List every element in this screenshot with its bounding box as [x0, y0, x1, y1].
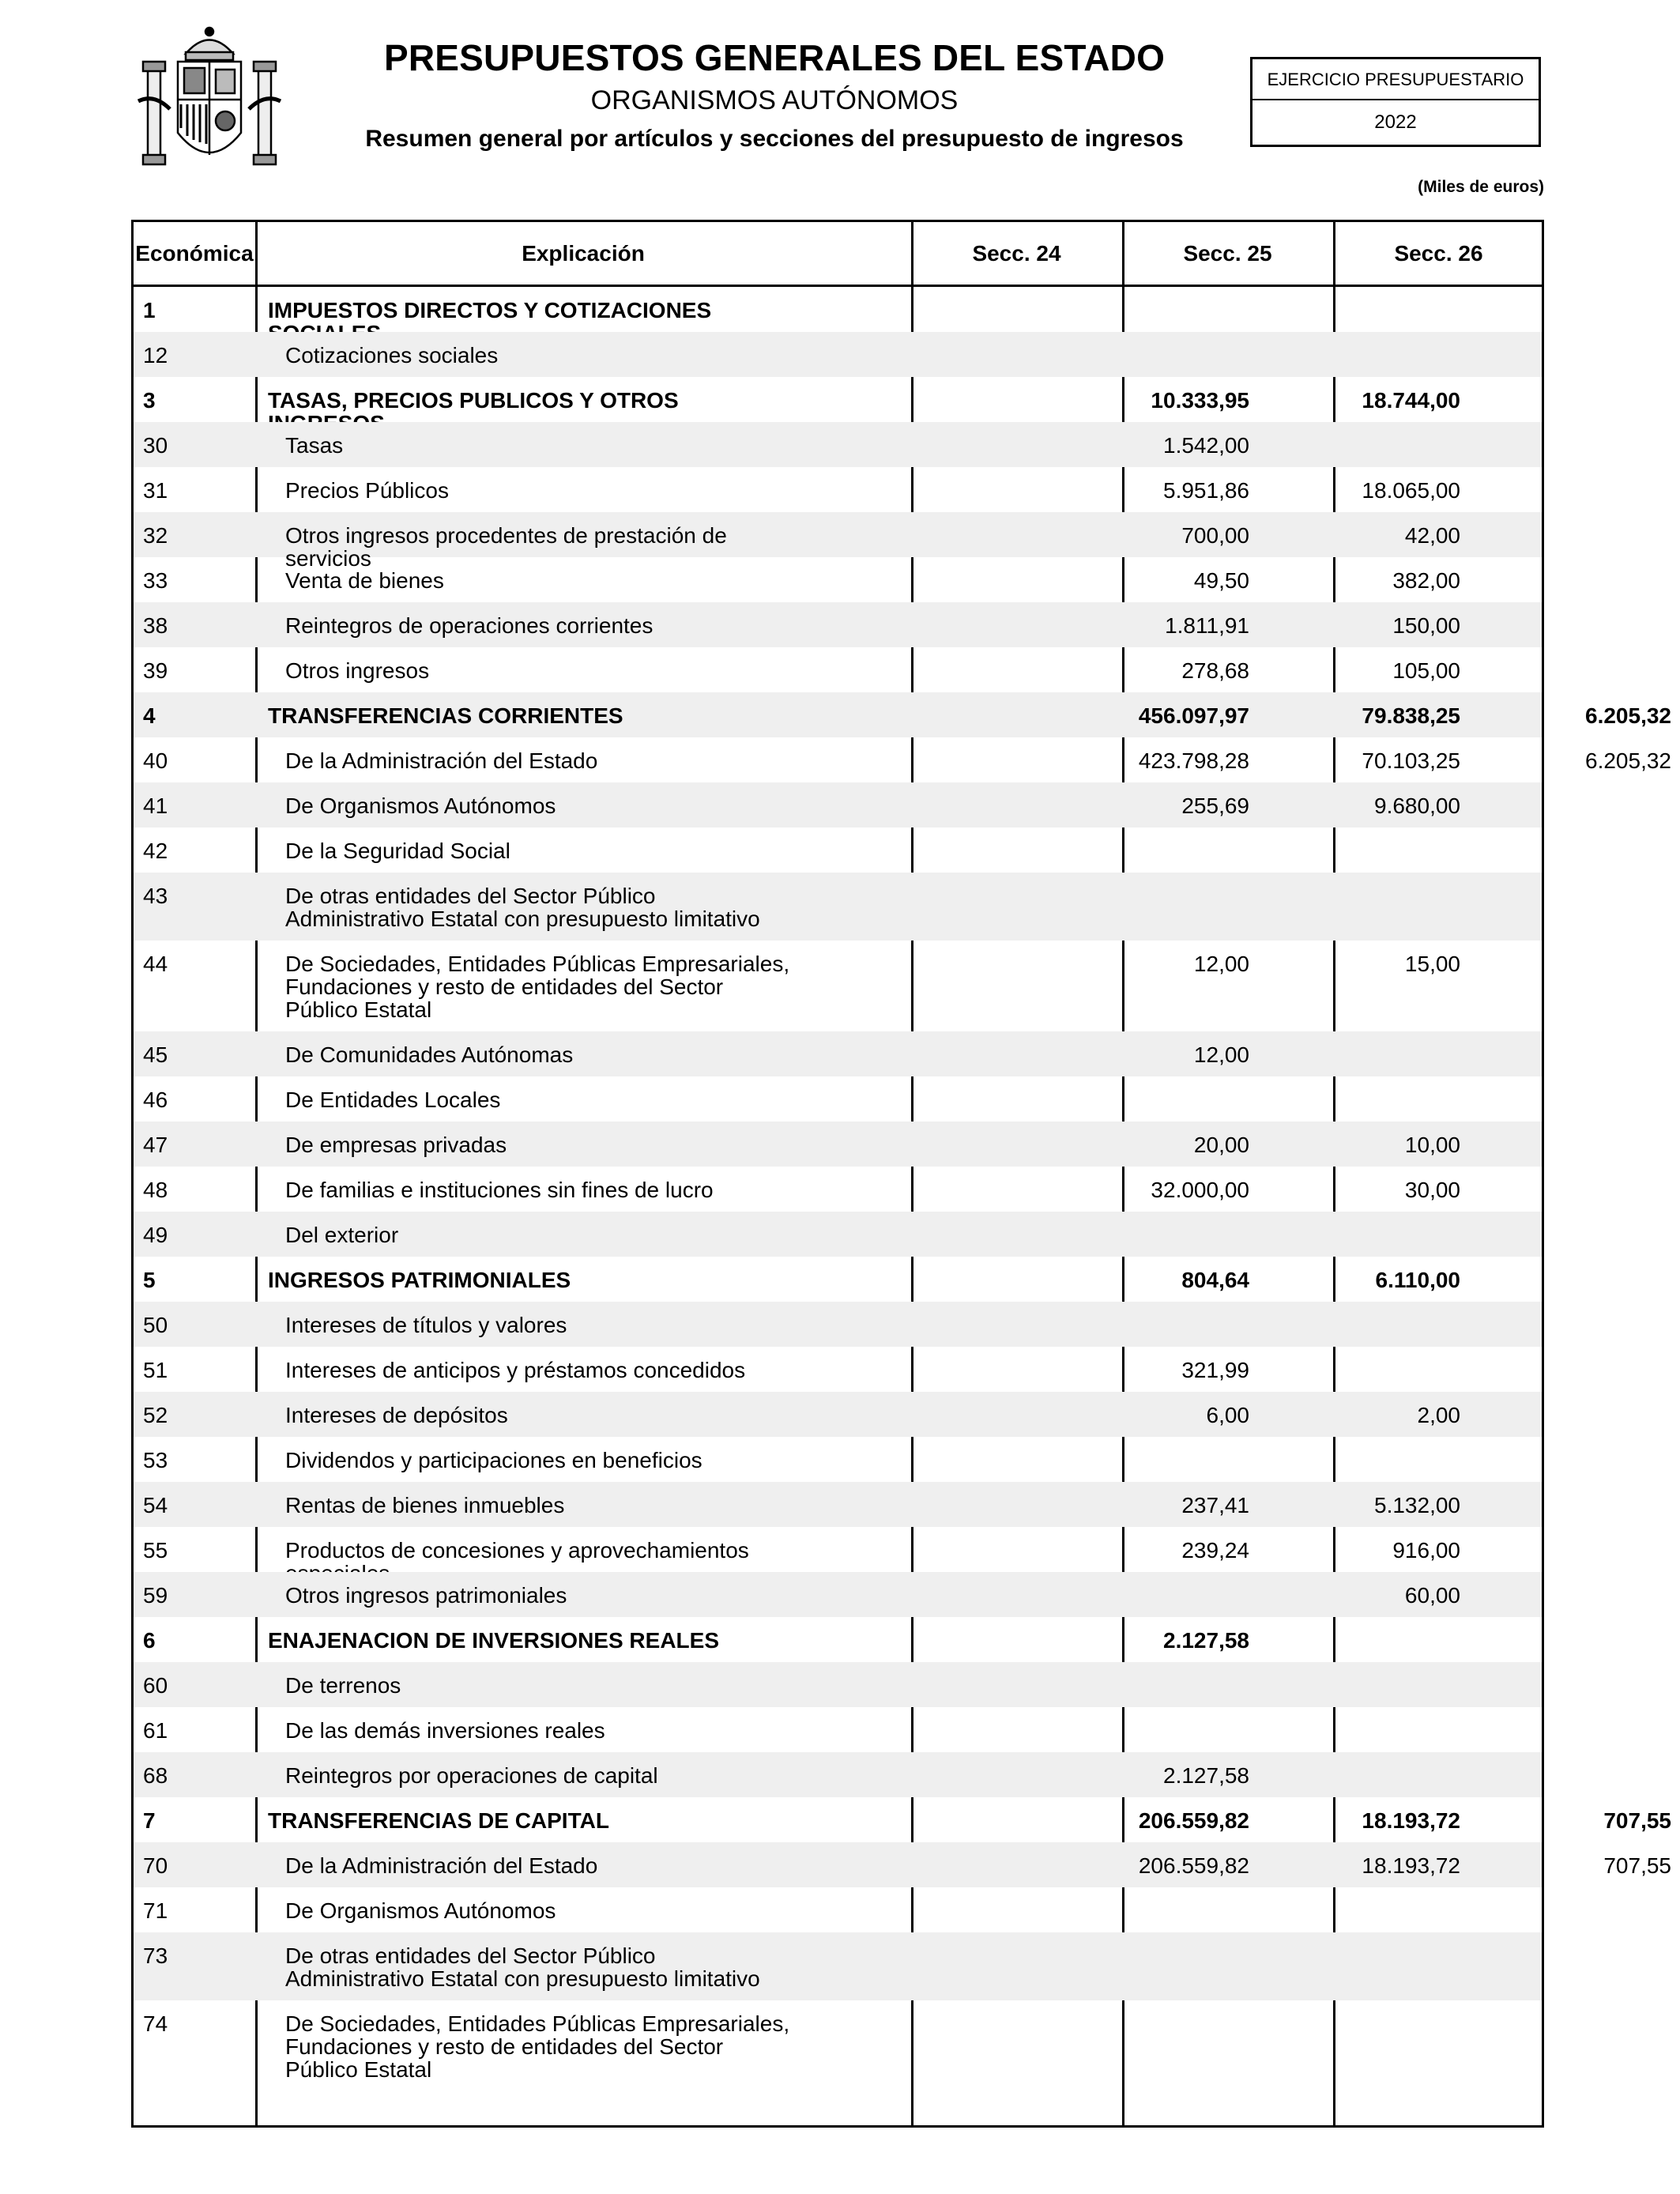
row-value-secc-26	[1474, 1212, 1671, 1223]
row-value-secc-26	[1474, 1122, 1671, 1133]
row-value-secc-26	[1474, 827, 1671, 839]
table-row	[134, 602, 1542, 647]
row-code: 45	[143, 1042, 168, 1067]
row-value-secc-25	[1263, 2000, 1460, 2012]
row-code: 3	[143, 388, 156, 413]
row-value-secc-24: 321,99	[1181, 1358, 1249, 1382]
row-code: 1	[143, 298, 156, 322]
row-value-secc-26	[1474, 377, 1671, 389]
row-description: Intereses de depósitos	[285, 1403, 508, 1427]
row-description: Reintegros por operaciones de capital	[285, 1763, 658, 1788]
row-description: Otros ingresos patrimoniales	[285, 1583, 567, 1608]
table-row	[134, 1167, 1542, 1212]
table-row	[134, 737, 1671, 782]
row-description: De otras entidades del Sector Público Administrativo Estatal con presupuesto limitativo	[285, 884, 760, 931]
row-description: Venta de bienes	[285, 568, 444, 593]
title-block	[332, 35, 1217, 158]
row-description: Precios Públicos	[285, 478, 449, 503]
row-description: De la Administración del Estado	[285, 1853, 598, 1878]
row-value-secc-26	[1474, 782, 1671, 794]
row-value-secc-24	[1052, 332, 1249, 344]
table-row	[134, 1257, 1542, 1302]
row-description: De la Seguridad Social	[285, 839, 510, 863]
row-value-secc-25	[1263, 1887, 1460, 1899]
row-value-secc-25: 18.193,72	[1362, 1808, 1460, 1833]
column-header-secc-26: Secc. 26	[1394, 241, 1483, 266]
table-row	[134, 1527, 1542, 1572]
table-row	[134, 782, 1542, 827]
column-header-explicacion: Explicación	[522, 241, 645, 266]
row-value-secc-26	[1474, 1617, 1671, 1629]
units-label: (Miles de euros)	[1418, 178, 1544, 196]
table-row	[134, 1797, 1671, 1842]
row-value-secc-25: 5.132,00	[1374, 1493, 1460, 1517]
row-value-secc-26	[1474, 557, 1671, 569]
table-row	[134, 1707, 1542, 1752]
row-value-secc-24: 206.559,82	[1138, 1808, 1249, 1833]
table-row	[134, 512, 1542, 571]
row-value-secc-26	[1474, 1662, 1671, 1674]
row-value-secc-25	[1263, 873, 1460, 884]
row-description: De Comunidades Autónomas	[285, 1042, 574, 1067]
row-code: 52	[143, 1403, 168, 1427]
row-code: 41	[143, 794, 168, 818]
row-value-secc-26	[1474, 602, 1671, 614]
row-code: 44	[143, 952, 168, 976]
row-description: De terrenos	[285, 1673, 401, 1698]
row-code: 51	[143, 1358, 168, 1382]
page-subtitle: ORGANISMOS AUTÓNOMOS	[590, 85, 959, 115]
row-description: Dividendos y participaciones en beneficios	[285, 1448, 703, 1472]
row-value-secc-25: 18.193,72	[1362, 1853, 1460, 1878]
row-value-secc-26	[1474, 1482, 1671, 1494]
row-description: TRANSFERENCIAS DE CAPITAL	[268, 1808, 609, 1833]
row-value-secc-25	[1263, 287, 1460, 299]
row-code: 30	[143, 433, 168, 458]
row-code: 48	[143, 1178, 168, 1202]
row-code: 59	[143, 1583, 168, 1608]
table-row	[134, 287, 1542, 332]
row-value-secc-26	[1474, 647, 1671, 659]
row-value-secc-26	[1474, 2000, 1671, 2012]
table-row	[134, 1122, 1542, 1167]
row-code: 32	[143, 523, 168, 548]
table-row	[134, 1887, 1542, 1932]
table-row	[134, 467, 1542, 512]
row-value-secc-24	[1052, 1707, 1249, 1719]
row-value-secc-26	[1474, 1437, 1671, 1449]
row-code: 54	[143, 1493, 168, 1517]
row-value-secc-25	[1263, 1302, 1460, 1314]
table-row	[134, 1076, 1542, 1122]
row-code: 42	[143, 839, 168, 863]
row-description: De Organismos Autónomos	[285, 794, 556, 818]
fiscal-year-value: 2022	[1374, 111, 1417, 133]
row-value-secc-26	[1474, 1527, 1671, 1539]
row-value-secc-24: 206.559,82	[1138, 1853, 1249, 1878]
table-row	[134, 1842, 1671, 1887]
table-row	[134, 2000, 1542, 2132]
page-subtitle-secondary: Resumen general por artículos y secciones del presupuesto de ingresos	[365, 126, 1184, 152]
table-row	[134, 1437, 1542, 1482]
row-description: Productos de concesiones y aprovechamientos	[285, 1538, 749, 1563]
table-row	[134, 941, 1542, 1031]
row-code: 74	[143, 2011, 168, 2036]
row-value-secc-26	[1474, 1076, 1671, 1088]
row-value-secc-25: 15,00	[1404, 952, 1460, 976]
row-code: 33	[143, 568, 168, 593]
row-description: De Entidades Locales	[285, 1088, 501, 1112]
row-value-secc-25: 42,00	[1404, 523, 1460, 548]
row-value-secc-26	[1474, 1752, 1671, 1764]
row-value-secc-25	[1263, 1031, 1460, 1043]
row-description: TRANSFERENCIAS CORRIENTES	[268, 703, 623, 728]
table-row	[134, 1302, 1542, 1347]
row-value-secc-24	[1052, 2000, 1249, 2012]
row-value-secc-25	[1263, 332, 1460, 344]
row-value-secc-25: 105,00	[1392, 658, 1460, 683]
table-row	[134, 1031, 1542, 1076]
row-value-secc-25	[1263, 1347, 1460, 1359]
row-value-secc-25: 70.103,25	[1362, 748, 1460, 773]
row-description: De Sociedades, Entidades Públicas Empresariales, Fundaciones y resto de entidades del Sector Público Estatal	[285, 952, 790, 1022]
row-description: ENAJENACION DE INVERSIONES REALES	[268, 1628, 719, 1653]
row-value-secc-26: 707,55	[1603, 1853, 1671, 1878]
row-code: 70	[143, 1853, 168, 1878]
table-row	[134, 692, 1671, 737]
row-value-secc-25: 6.110,00	[1375, 1268, 1460, 1292]
row-value-secc-25: 79.838,25	[1362, 703, 1460, 728]
row-code: 49	[143, 1223, 168, 1247]
row-value-secc-26	[1474, 512, 1671, 524]
row-description: De Organismos Autónomos	[285, 1898, 556, 1923]
row-description: Intereses de títulos y valores	[285, 1313, 567, 1337]
page-title: PRESUPUESTOS GENERALES DEL ESTADO	[383, 37, 1166, 78]
row-value-secc-25: 382,00	[1392, 568, 1460, 593]
row-description: De la Administración del Estado	[285, 748, 598, 773]
row-value-secc-26	[1474, 1932, 1671, 1944]
table-row	[134, 1212, 1542, 1257]
table-row	[134, 1392, 1542, 1437]
row-value-secc-24	[1052, 1076, 1249, 1088]
row-value-secc-24: 5.951,86	[1163, 478, 1249, 503]
row-value-secc-26	[1474, 287, 1671, 299]
row-value-secc-25	[1263, 1752, 1460, 1764]
row-value-secc-26	[1474, 1347, 1671, 1359]
coat-of-arms-icon	[130, 22, 288, 180]
row-code: 39	[143, 658, 168, 683]
row-code: 68	[143, 1763, 168, 1788]
row-value-secc-24: 6,00	[1206, 1403, 1249, 1427]
row-value-secc-24	[1052, 1302, 1249, 1314]
row-value-secc-25: 18.065,00	[1362, 478, 1460, 503]
table-body	[134, 287, 1671, 2132]
row-value-secc-26	[1474, 941, 1671, 952]
row-value-secc-24	[1052, 1437, 1249, 1449]
table-row	[134, 422, 1542, 467]
row-description: Cotizaciones sociales	[285, 343, 499, 368]
column-header-economica: Económica	[135, 241, 254, 266]
table-row	[134, 1482, 1542, 1527]
table-header	[134, 222, 1542, 287]
row-value-secc-24: 237,41	[1181, 1493, 1249, 1517]
row-value-secc-25	[1263, 1662, 1460, 1674]
row-value-secc-26	[1474, 1167, 1671, 1178]
row-value-secc-24	[1052, 1572, 1249, 1584]
row-description: De familias e instituciones sin fines de lucro	[285, 1178, 714, 1202]
row-code: 12	[143, 343, 168, 368]
table-row	[134, 1617, 1542, 1662]
row-value-secc-25: 18.744,00	[1362, 388, 1460, 413]
table-row	[134, 1932, 1542, 2000]
row-value-secc-25: 60,00	[1404, 1583, 1460, 1608]
row-description: Reintegros de operaciones corrientes	[285, 613, 654, 638]
row-description: INGRESOS PATRIMONIALES	[268, 1268, 571, 1292]
row-value-secc-24: 32.000,00	[1151, 1178, 1249, 1202]
row-value-secc-24	[1052, 1887, 1249, 1899]
table-row	[134, 557, 1542, 602]
table-row	[134, 873, 1542, 941]
row-value-secc-26	[1474, 1887, 1671, 1899]
table-row	[134, 1572, 1542, 1617]
row-value-secc-24: 2.127,58	[1163, 1763, 1249, 1788]
row-code: 60	[143, 1673, 168, 1698]
table-row	[134, 377, 1542, 422]
row-value-secc-25	[1263, 1437, 1460, 1449]
row-description: De las demás inversiones reales	[285, 1718, 605, 1743]
table-row	[134, 1662, 1542, 1707]
row-code: 55	[143, 1538, 168, 1563]
row-value-secc-26	[1474, 1392, 1671, 1404]
row-value-secc-25: 9.680,00	[1374, 794, 1460, 818]
row-code: 61	[143, 1718, 168, 1743]
row-value-secc-24: 239,24	[1181, 1538, 1249, 1563]
row-value-secc-25	[1263, 1707, 1460, 1719]
row-value-secc-24: 10.333,95	[1151, 388, 1249, 413]
row-code: 4	[143, 703, 156, 728]
row-value-secc-24: 255,69	[1181, 794, 1249, 818]
row-value-secc-25	[1263, 1076, 1460, 1088]
row-description: TASAS, PRECIOS PUBLICOS Y OTROS	[268, 388, 679, 413]
row-value-secc-24: 12,00	[1193, 952, 1249, 976]
column-header-secc-25: Secc. 25	[1183, 241, 1272, 266]
row-code: 71	[143, 1898, 168, 1923]
row-description: Otros ingresos	[285, 658, 430, 683]
row-description: De otras entidades del Sector Público Administrativo Estatal con presupuesto limitativo	[285, 1943, 760, 1991]
row-description: Otros ingresos procedentes de prestación de servicios	[285, 523, 727, 571]
row-value-secc-24: 2.127,58	[1163, 1628, 1249, 1653]
row-code: 50	[143, 1313, 168, 1337]
row-value-secc-26	[1474, 1031, 1671, 1043]
row-value-secc-25: 916,00	[1392, 1538, 1460, 1563]
fiscal-year-label: EJERCICIO PRESUPUESTARIO	[1252, 59, 1539, 100]
row-value-secc-26	[1474, 1707, 1671, 1719]
column-header-secc-24: Secc. 24	[972, 241, 1061, 266]
row-value-secc-25	[1263, 1617, 1460, 1629]
row-value-secc-25: 2,00	[1417, 1403, 1460, 1427]
row-value-secc-25	[1263, 827, 1460, 839]
row-value-secc-24: 804,64	[1181, 1268, 1249, 1292]
row-code: 7	[143, 1808, 156, 1833]
row-value-secc-24: 278,68	[1181, 658, 1249, 683]
row-value-secc-26	[1474, 873, 1671, 884]
row-value-secc-24: 20,00	[1193, 1133, 1249, 1157]
row-code: 6	[143, 1628, 156, 1653]
row-value-secc-24	[1052, 827, 1249, 839]
row-value-secc-26	[1474, 332, 1671, 344]
row-description: De Sociedades, Entidades Públicas Empresariales, Fundaciones y resto de entidades del Sector Público Estatal	[285, 2011, 790, 2082]
row-value-secc-24: 49,50	[1193, 568, 1249, 593]
row-value-secc-26	[1474, 1572, 1671, 1584]
row-description: Intereses de anticipos y préstamos concedidos	[285, 1358, 746, 1382]
row-value-secc-25: 30,00	[1404, 1178, 1460, 1202]
row-description: De empresas privadas	[285, 1133, 507, 1157]
row-value-secc-26	[1474, 1257, 1671, 1269]
row-value-secc-26	[1474, 1302, 1671, 1314]
table-row	[134, 1347, 1542, 1392]
row-code: 73	[143, 1943, 168, 1968]
row-description: Tasas	[285, 433, 344, 458]
row-value-secc-24: 12,00	[1193, 1042, 1249, 1067]
row-code: 5	[143, 1268, 156, 1292]
row-value-secc-24	[1052, 1212, 1249, 1223]
table-row	[134, 332, 1542, 377]
row-value-secc-26: 6.205,32	[1585, 703, 1671, 728]
budget-table	[131, 220, 1671, 2128]
row-value-secc-26	[1474, 467, 1671, 479]
row-code: 46	[143, 1088, 168, 1112]
row-value-secc-26: 6.205,32	[1585, 748, 1671, 773]
row-value-secc-24: 423.798,28	[1138, 748, 1249, 773]
row-value-secc-24	[1052, 287, 1249, 299]
row-code: 38	[143, 613, 168, 638]
row-description: Del exterior	[285, 1223, 399, 1247]
row-code: 43	[143, 884, 168, 908]
row-value-secc-24: 1.811,91	[1165, 613, 1249, 638]
row-value-secc-24: 700,00	[1181, 523, 1249, 548]
row-code: 47	[143, 1133, 168, 1157]
row-value-secc-25	[1263, 1212, 1460, 1223]
table-row	[134, 647, 1542, 692]
row-value-secc-25	[1263, 1932, 1460, 1944]
row-value-secc-25: 10,00	[1404, 1133, 1460, 1157]
row-value-secc-25: 150,00	[1392, 613, 1460, 638]
row-value-secc-26	[1474, 422, 1671, 434]
row-value-secc-24: 456.097,97	[1138, 703, 1249, 728]
row-description: Rentas de bienes inmuebles	[285, 1493, 565, 1517]
row-value-secc-24	[1052, 1932, 1249, 1944]
row-value-secc-24	[1052, 873, 1249, 884]
table-row	[134, 1752, 1542, 1797]
row-value-secc-24	[1052, 1662, 1249, 1674]
row-code: 53	[143, 1448, 168, 1472]
row-code: 40	[143, 748, 168, 773]
row-value-secc-25	[1263, 422, 1460, 434]
row-code: 31	[143, 478, 168, 503]
row-description: IMPUESTOS DIRECTOS Y COTIZACIONES	[268, 298, 712, 322]
table-row	[134, 827, 1542, 873]
row-value-secc-26: 707,55	[1603, 1808, 1671, 1833]
row-value-secc-24: 1.542,00	[1163, 433, 1249, 458]
fiscal-year-box	[1250, 57, 1541, 147]
